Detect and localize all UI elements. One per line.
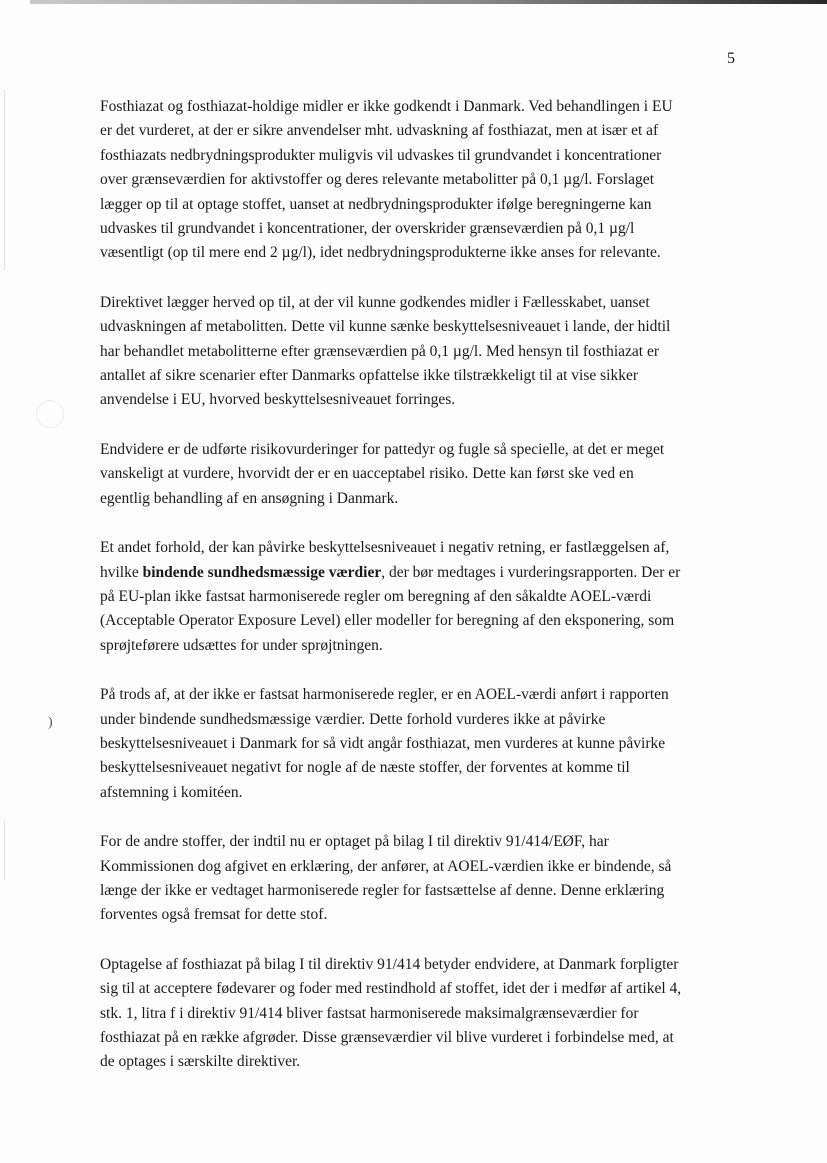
text-line: Direktivet lægger herved op til, at der vil kunne godkendes midler i Fællesskabet, uanset [100, 293, 650, 311]
paragraph-4 [100, 536, 740, 658]
text-line: sprøjteførere udsættes for under sprøjtningen. [100, 636, 383, 654]
text-line: er det vurderet, at der er sikre anvendelser mht. udvaskning af fosthiazat, men at især et af [100, 122, 659, 140]
page-number: 5 [727, 50, 735, 67]
text-line: (Acceptable Operator Exposure Level) eller modeller for beregning af den eksponering, som [100, 612, 675, 630]
document-body [100, 95, 740, 1100]
text-line: Kommissionen dog afgivet en erklæring, der anfører, at AOEL-værdien ikke er bindende, så [100, 857, 672, 875]
text-line: under bindende sundhedsmæssige værdier. Dette forhold vurderes ikke at påvirke [100, 710, 606, 728]
paragraph-2 [100, 291, 740, 413]
text-run: , der bør medtages i vurderingsrapporten. Der er [381, 563, 681, 581]
paragraph-3 [100, 438, 740, 511]
text-run: hvilke [100, 563, 143, 581]
text-line: lægger op til at optage stoffet, uanset at nedbrydningsprodukter ifølge beregningerne kan [100, 195, 652, 213]
text-line: udvaskes til grundvandet i koncentrationer, der overskrider grænseværdien på 0,1 µg/l [100, 220, 635, 238]
text-line: fosthiazat på en række afgrøder. Disse grænseværdier vil blive vurderet i forbindelse med, at [100, 1029, 674, 1046]
text-line: afstemning i komitéen. [100, 783, 243, 801]
text-line: de optages i særskilte direktiver. [100, 1053, 301, 1071]
text-line: forventes også fremsat for dette stof. [100, 906, 328, 924]
text-line: har behandlet metabolitterne efter grænseværdien på 0,1 µg/l. Med hensyn til fosthiazat er [100, 342, 660, 360]
text-line: Fosthiazat og fosthiazat-holdige midler er ikke godkendt i Danmark. Ved behandlingen i EU [100, 98, 673, 115]
text-line: Endvidere er de udførte risikovurderinger for pattedyr og fugle så specielle, at det er meget [100, 440, 665, 458]
text-line: længe der ikke er vedtaget harmoniserede regler for fastsættelse af denne. Denne erklæring [100, 881, 665, 899]
paragraph-7 [100, 953, 740, 1075]
text-line: væsentligt (op til mere end 2 µg/l), idet nedbrydningsprodukterne ikke anses for relevante. [100, 244, 661, 262]
text-line: på EU-plan ikke fastsat harmoniserede regler om beregning af den såkaldte AOEL-værdi [100, 587, 652, 605]
text-line: Et andet forhold, der kan påvirke beskyttelsesniveauet i negativ retning, er fastlæggelsen af, [100, 539, 670, 557]
scan-punch-hole [36, 400, 64, 428]
text-line: sig til at acceptere fødevarer og foder med restindhold af stoffet, idet der i medfør af artikel 4, [100, 980, 682, 998]
text-line: vanskeligt at vurdere, hvorvidt der er en uacceptabel risiko. Dette kan først ske ved en [100, 465, 634, 483]
text-line: fosthiazats nedbrydningsprodukter muligvis vil udvaskes til grundvandet i koncentrationer [100, 146, 662, 164]
text-line: For de andre stoffer, der indtil nu er optaget på bilag I til direktiv 91/414/EØF, har [100, 833, 609, 851]
scan-left-edge [4, 90, 5, 270]
text-line: Optagelse af fosthiazat på bilag I til direktiv 91/414 betyder endvidere, at Danmark forpligter [100, 955, 679, 973]
text-line: anvendelse i EU, hvorved beskyttelsesniveauet forringes. [100, 391, 456, 409]
text-line: stk. 1, litra f i direktiv 91/414 bliver fastsat harmoniserede maksimalgrænseværdier for [100, 1004, 639, 1022]
text-line: beskyttelsesniveauet i Danmark for så vidt angår fosthiazat, men vurderes at kunne påvirke [100, 734, 666, 752]
bold-phrase: bindende sundhedsmæssige værdier [142, 563, 382, 581]
text-line: beskyttelsesniveauet negativt for nogle af de næste stoffer, der forventes at komme til [100, 759, 630, 777]
text-line [100, 561, 740, 585]
paragraph-1 [100, 95, 740, 266]
paragraph-5 [100, 683, 740, 805]
paragraph-6 [100, 830, 740, 928]
text-line: På trods af, at der ikke er fastsat harmoniserede regler, er en AOEL-værdi anført i rapporten [100, 686, 669, 704]
margin-mark: ) [48, 715, 53, 730]
text-line: udvaskningen af metabolitten. Dette vil kunne sænke beskyttelsesniveauet i lande, der hidtil [100, 318, 671, 336]
scan-top-edge [30, 0, 827, 4]
text-line: antallet af sikre scenarier efter Danmarks opfattelse ikke tilstrækkeligt til at vise sikker [100, 367, 639, 385]
text-line: egentlig behandling af en ansøgning i Danmark. [100, 489, 399, 507]
scan-left-edge [4, 820, 5, 880]
text-line: over grænseværdien for aktivstoffer og deres relevante metabolitter på 0,1 µg/l. Forslaget [100, 171, 654, 189]
